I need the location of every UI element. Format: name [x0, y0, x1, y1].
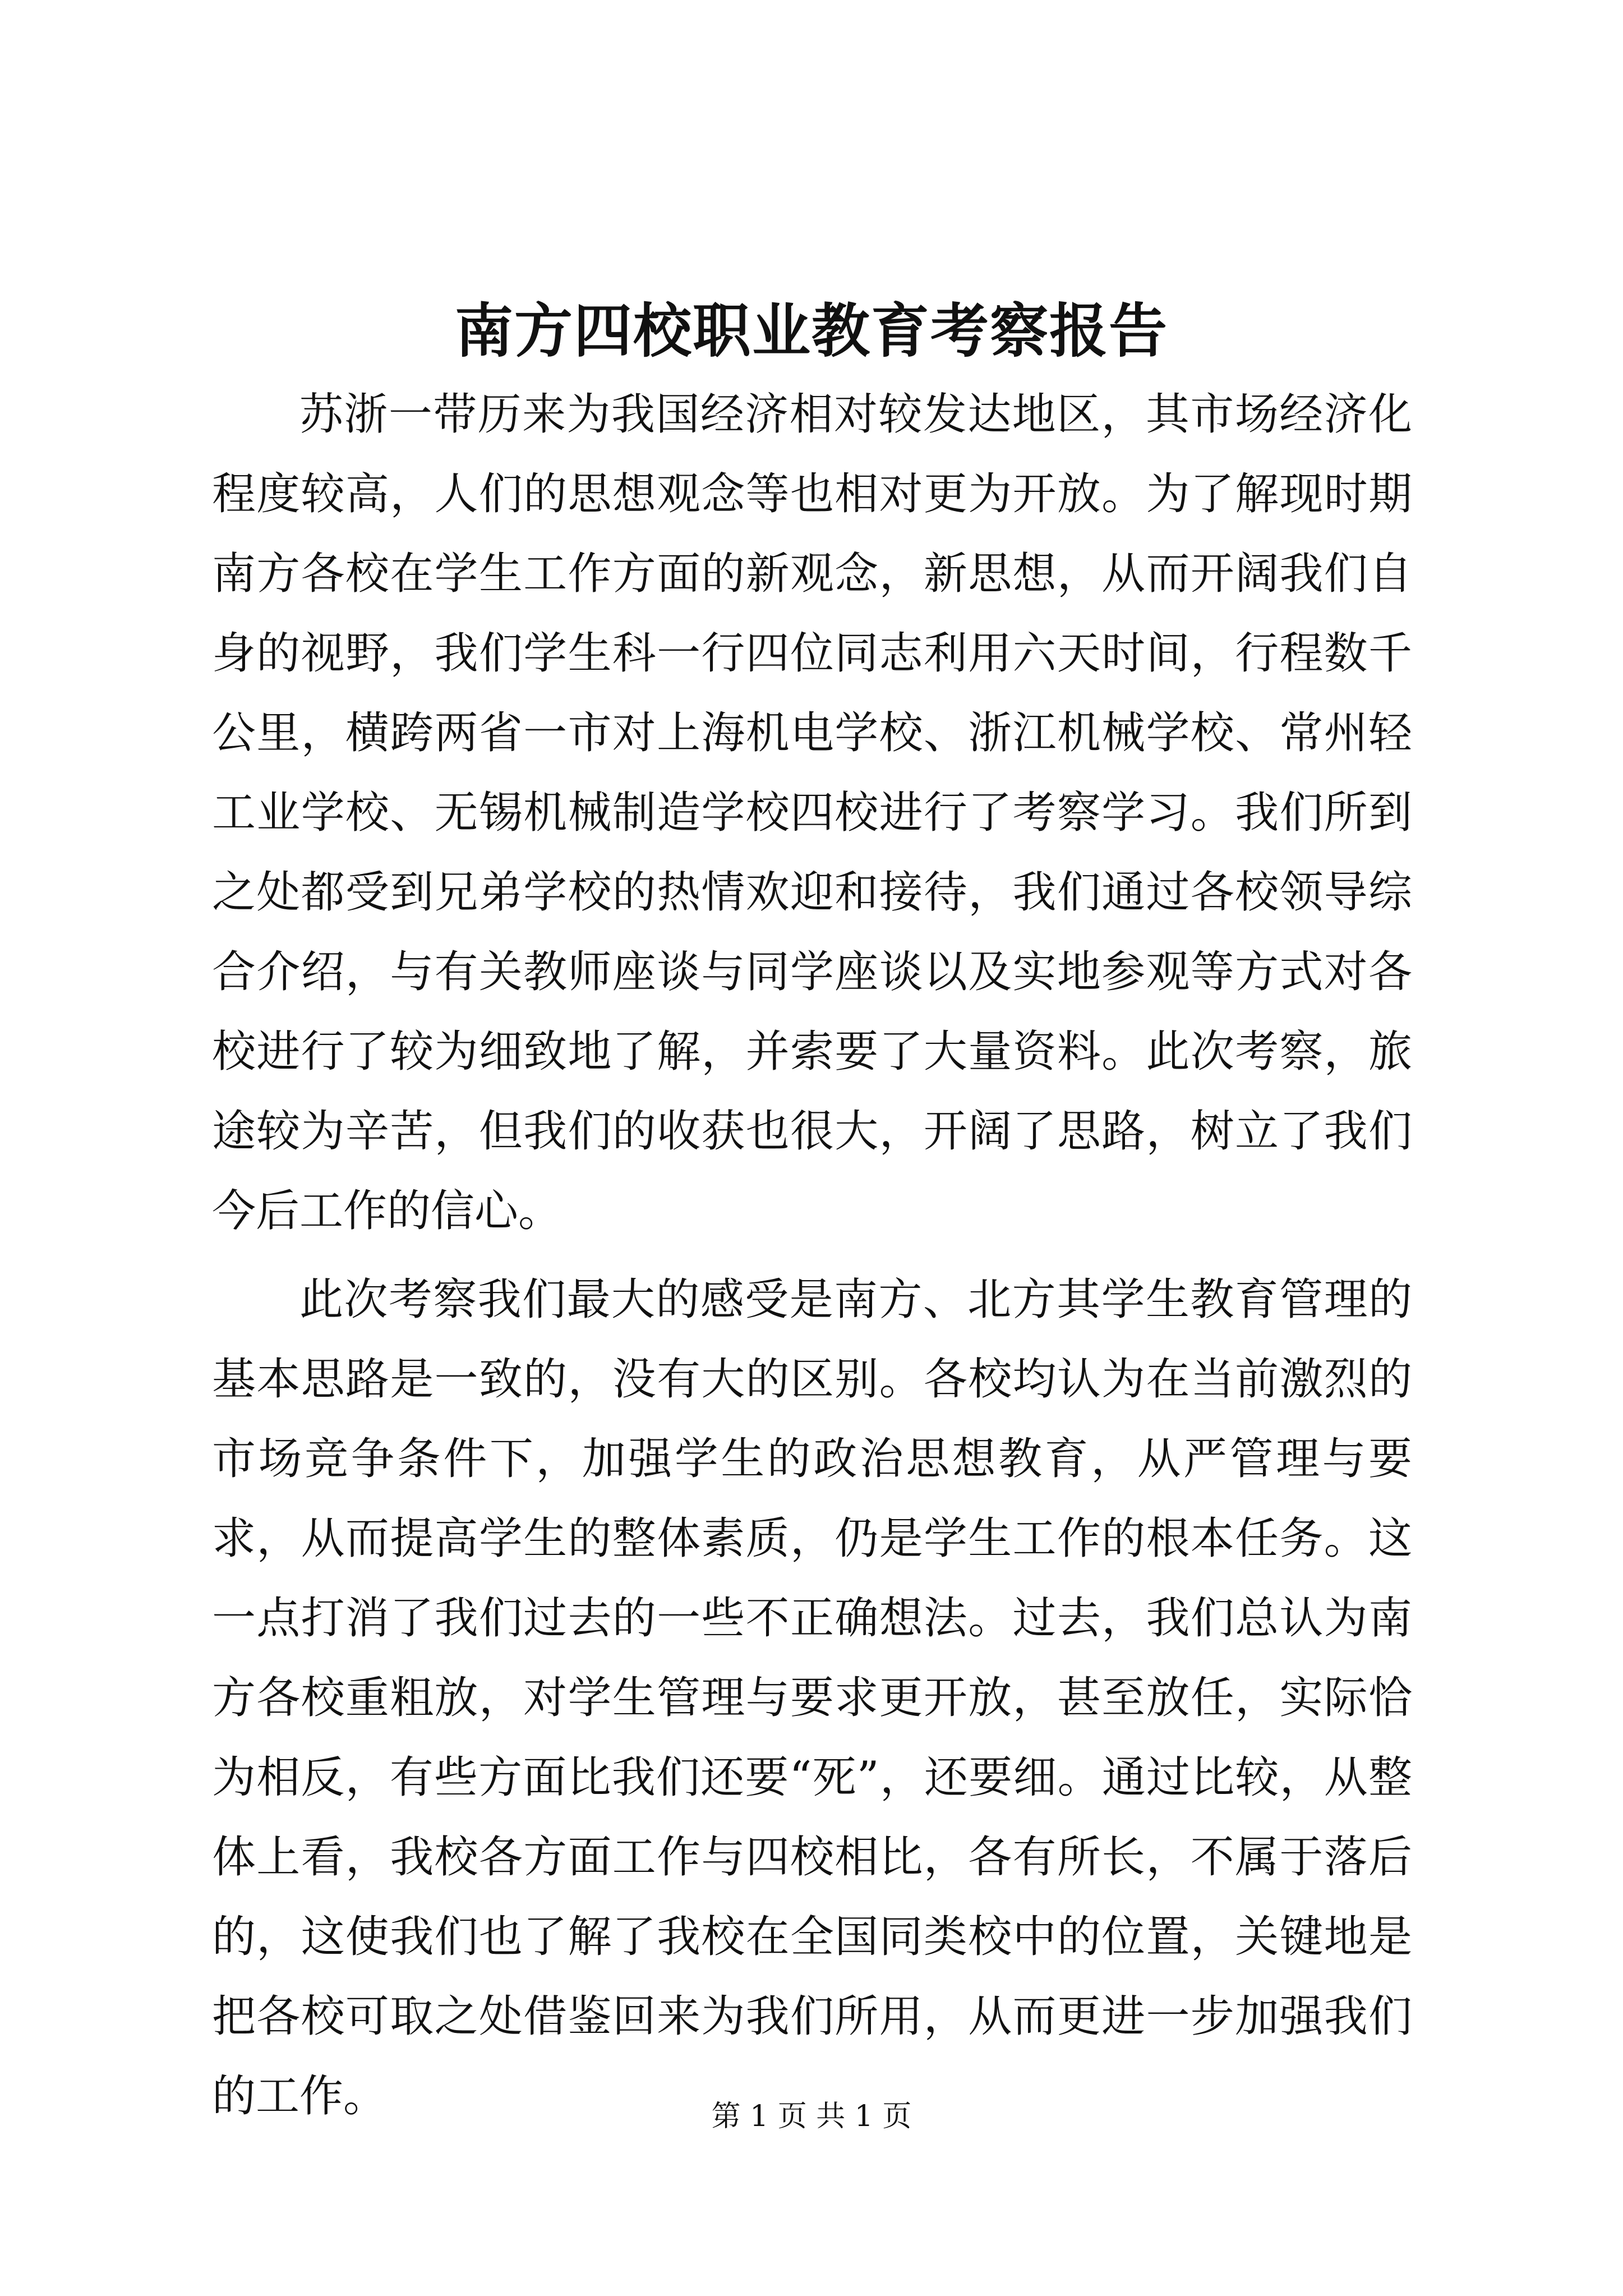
page-footer: 第 1 页 共 1 页	[711, 2100, 912, 2133]
paragraph-1: 苏浙一带历来为我国经济相对较发达地区，其市场经济化程度较高，人们的思想观念等也相对更为开放。为了解现时期南方各校在学生工作方面的新观念，新思想，从而开阔我们自身的视野，我们学生科一行四位同志利用六天时间，行程数千公里，横跨两省一市对上海机电学校、浙江机械学校、常州轻工业学校、无锡机械制造学校四校进行了考察学习。我们所到之处都受到兄弟学校的热情欢迎和接待，我们通过各校领导综合介绍，与有关教师座谈与同学座谈以及实地参观等方式对各校进行了较为细致地了解，并索要了大量资料。此次考察，旅途较为辛苦，但我们的收获也很大，开阔了思路，树立了我们今后工作的信心。	[212, 389, 1412, 1236]
document-body	[212, 375, 1412, 2136]
document-title: 南方四校职业教育考察报告	[454, 296, 1168, 365]
paragraph-2: 此次考察我们最大的感受是南方、北方其学生教育管理的基本思路是一致的，没有大的区别。各校均认为在当前激烈的市场竞争条件下，加强学生的政治思想教育，从严管理与要求，从而提高学生的整体素质，仍是学生工作的根本任务。这一点打消了我们过去的一些不正确想法。过去，我们总认为南方各校重粗放，对学生管理与要求更开放，甚至放任，实际恰为相反，有些方面比我们还要“死”，还要细。通过比较，从整体上看，我校各方面工作与四校相比，各有所长，不属于落后的，这使我们也了解了我校在全国同类校中的位置，关键地是把各校可取之处借鉴回来为我们所用，从而更进一步加强我们的工作。	[212, 1274, 1412, 2122]
